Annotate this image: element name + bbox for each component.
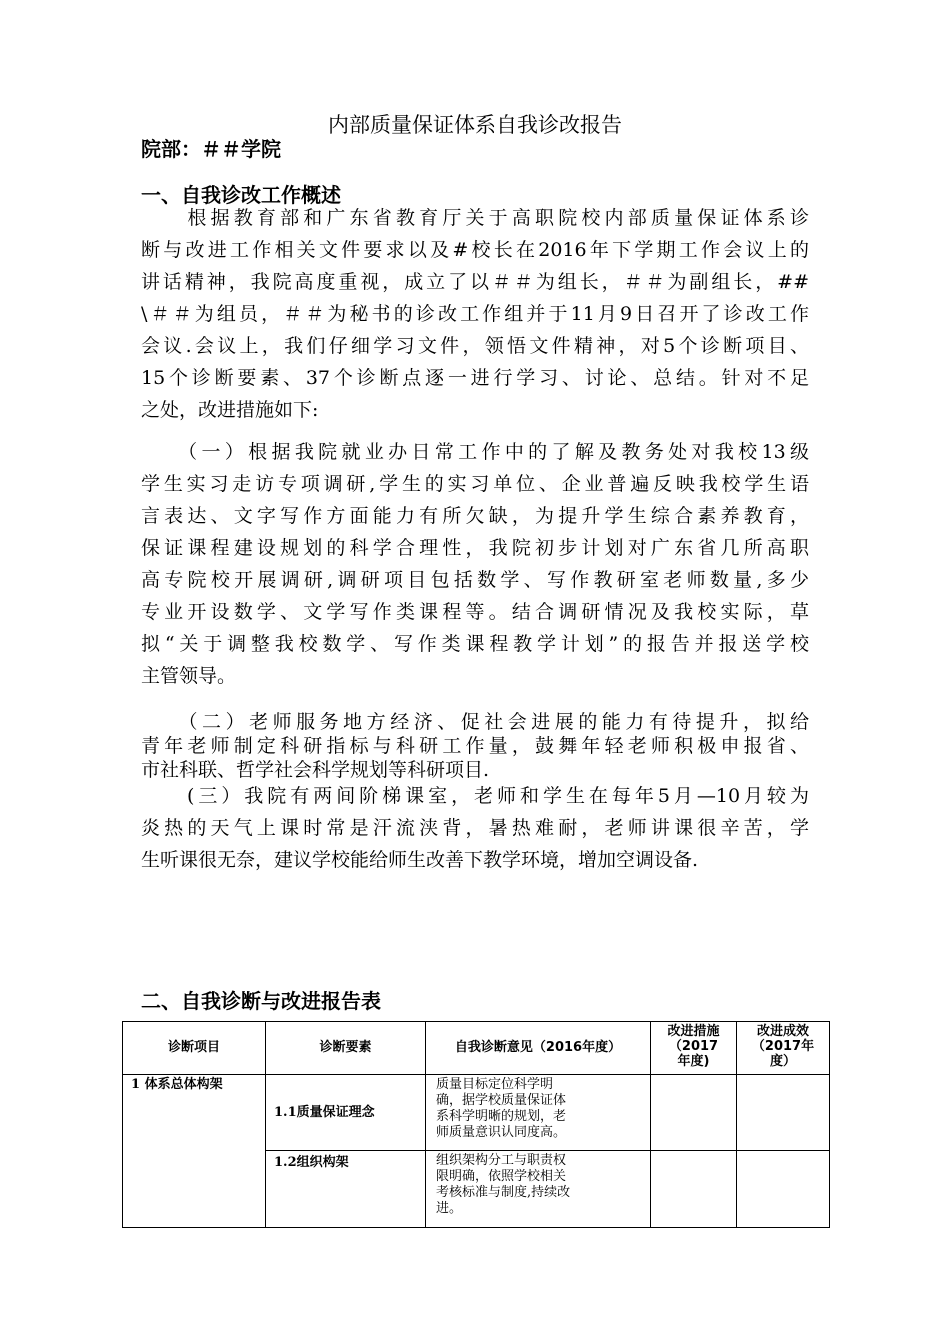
header-measure-line: 改进措施 (667, 1024, 720, 1039)
text-line: 市社科联、哲学社会科学规划等科研项目. (141, 759, 490, 781)
header-measure-line: 年度) (677, 1054, 710, 1069)
opinion-line: 系科学明晰的规划，老 (436, 1109, 567, 1124)
opinion-line: 确，据学校质量保证体 (436, 1093, 567, 1108)
text-line: 拟“关于调整我校数学、写作类课程教学计划”的报告并报送学校 (141, 633, 809, 655)
opinion-cell (426, 1151, 651, 1228)
document-title: 内部质量保证体系自我诊改报告 (328, 113, 622, 137)
header-effect-line: 改进成效 (756, 1024, 809, 1039)
header-measure-line: （2017 (668, 1039, 719, 1054)
text-line: 高专院校开展调研,调研项目包括数学、写作教研室老师数量,多少 (141, 569, 809, 591)
measure-cell (651, 1151, 737, 1228)
opinion-line: 师质量意识认同度高。 (436, 1125, 567, 1140)
header-effect-line: （2017年 (751, 1039, 815, 1054)
opinion-line: 组织架构分工与职责权 (436, 1153, 567, 1168)
text-line: 断与改进工作相关文件要求以及#校长在2016年下学期工作会议上的 (141, 239, 809, 261)
text-line: 生听课很无奈，建议学校能给师生改善下教学环境，增加空调设备. (141, 849, 699, 871)
header-effect (737, 1022, 830, 1075)
text-line: 专业开设数学、文学写作类课程等。结合调研情况及我校实际，草 (141, 601, 809, 623)
text-line: 根据教育部和广东省教育厅关于高职院校内部质量保证体系诊 (141, 207, 809, 229)
text-line: 之处，改进措施如下: (141, 399, 319, 421)
item-3-paragraph (141, 780, 809, 876)
opinion-line: 质量目标定位科学明 (436, 1077, 554, 1092)
header-project: 诊断项目 (123, 1022, 266, 1075)
element-cell: 1.2组织构架 (266, 1151, 426, 1228)
text-line: （一）根据我院就业办日常工作中的了解及教务处对我校13级 (141, 441, 809, 463)
text-line: 讲话精神，我院高度重视，成立了以＃＃为组长，＃＃为副组长，## (141, 271, 809, 293)
text-line: （二）老师服务地方经济、促社会进展的能力有待提升，拟给 (141, 711, 809, 733)
text-line: 青年老师制定科研指标与科研工作量，鼓舞年轻老师积极申报省、 (141, 735, 809, 757)
measure-cell (651, 1075, 737, 1151)
project-cell: 1 体系总体构架 (123, 1075, 266, 1228)
text-line: 15个诊断要素、37个诊断点逐一进行学习、讨论、总结。针对不足 (141, 367, 809, 389)
opinion-cell (426, 1075, 651, 1151)
table-row (123, 1075, 830, 1151)
opinion-line: 考核标准与制度,持续改 (436, 1185, 571, 1200)
table-header-row (123, 1022, 830, 1075)
text-line: \＃＃为组员，＃＃为秘书的诊改工作组并于11月9日召开了诊改工作 (141, 303, 809, 325)
header-opinion: 自我诊断意见（2016年度） (426, 1022, 651, 1075)
section-1-heading: 一、自我诊改工作概述 (141, 183, 341, 207)
text-line: (三）我院有两间阶梯课室，老师和学生在每年5月—10月较为 (141, 785, 809, 807)
department-label: 院部：＃＃学院 (141, 137, 281, 161)
opinion-line: 限明确，依照学校相关 (436, 1169, 567, 1184)
text-line: 炎热的天气上课时常是汗流浃背，暑热难耐，老师讲课很辛苦，学 (141, 817, 809, 839)
effect-cell (737, 1151, 830, 1228)
header-measure (651, 1022, 737, 1075)
item-2-paragraph (141, 710, 809, 782)
text-line: 会议.会议上，我们仔细学习文件，领悟文件精神，对5个诊断项目、 (141, 335, 809, 357)
element-cell: 1.1质量保证理念 (266, 1075, 426, 1151)
effect-cell (737, 1075, 830, 1151)
diagnosis-report-table (122, 1021, 830, 1228)
text-line: 言表达、文字写作方面能力有所欠缺，为提升学生综合素养教育， (141, 505, 809, 527)
text-line: 主管领导。 (141, 665, 237, 687)
opinion-line: 进。 (436, 1201, 463, 1216)
header-effect-line: 度） (769, 1054, 796, 1069)
header-element: 诊断要素 (266, 1022, 426, 1075)
text-line: 学生实习走访专项调研,学生的实习单位、企业普遍反映我校学生语 (141, 473, 809, 495)
section-2-heading: 二、自我诊断与改进报告表 (141, 989, 381, 1013)
text-line: 保证课程建设规划的科学合理性，我院初步计划对广东省几所高职 (141, 537, 809, 559)
intro-paragraph (141, 202, 809, 426)
item-1-paragraph (141, 436, 809, 692)
